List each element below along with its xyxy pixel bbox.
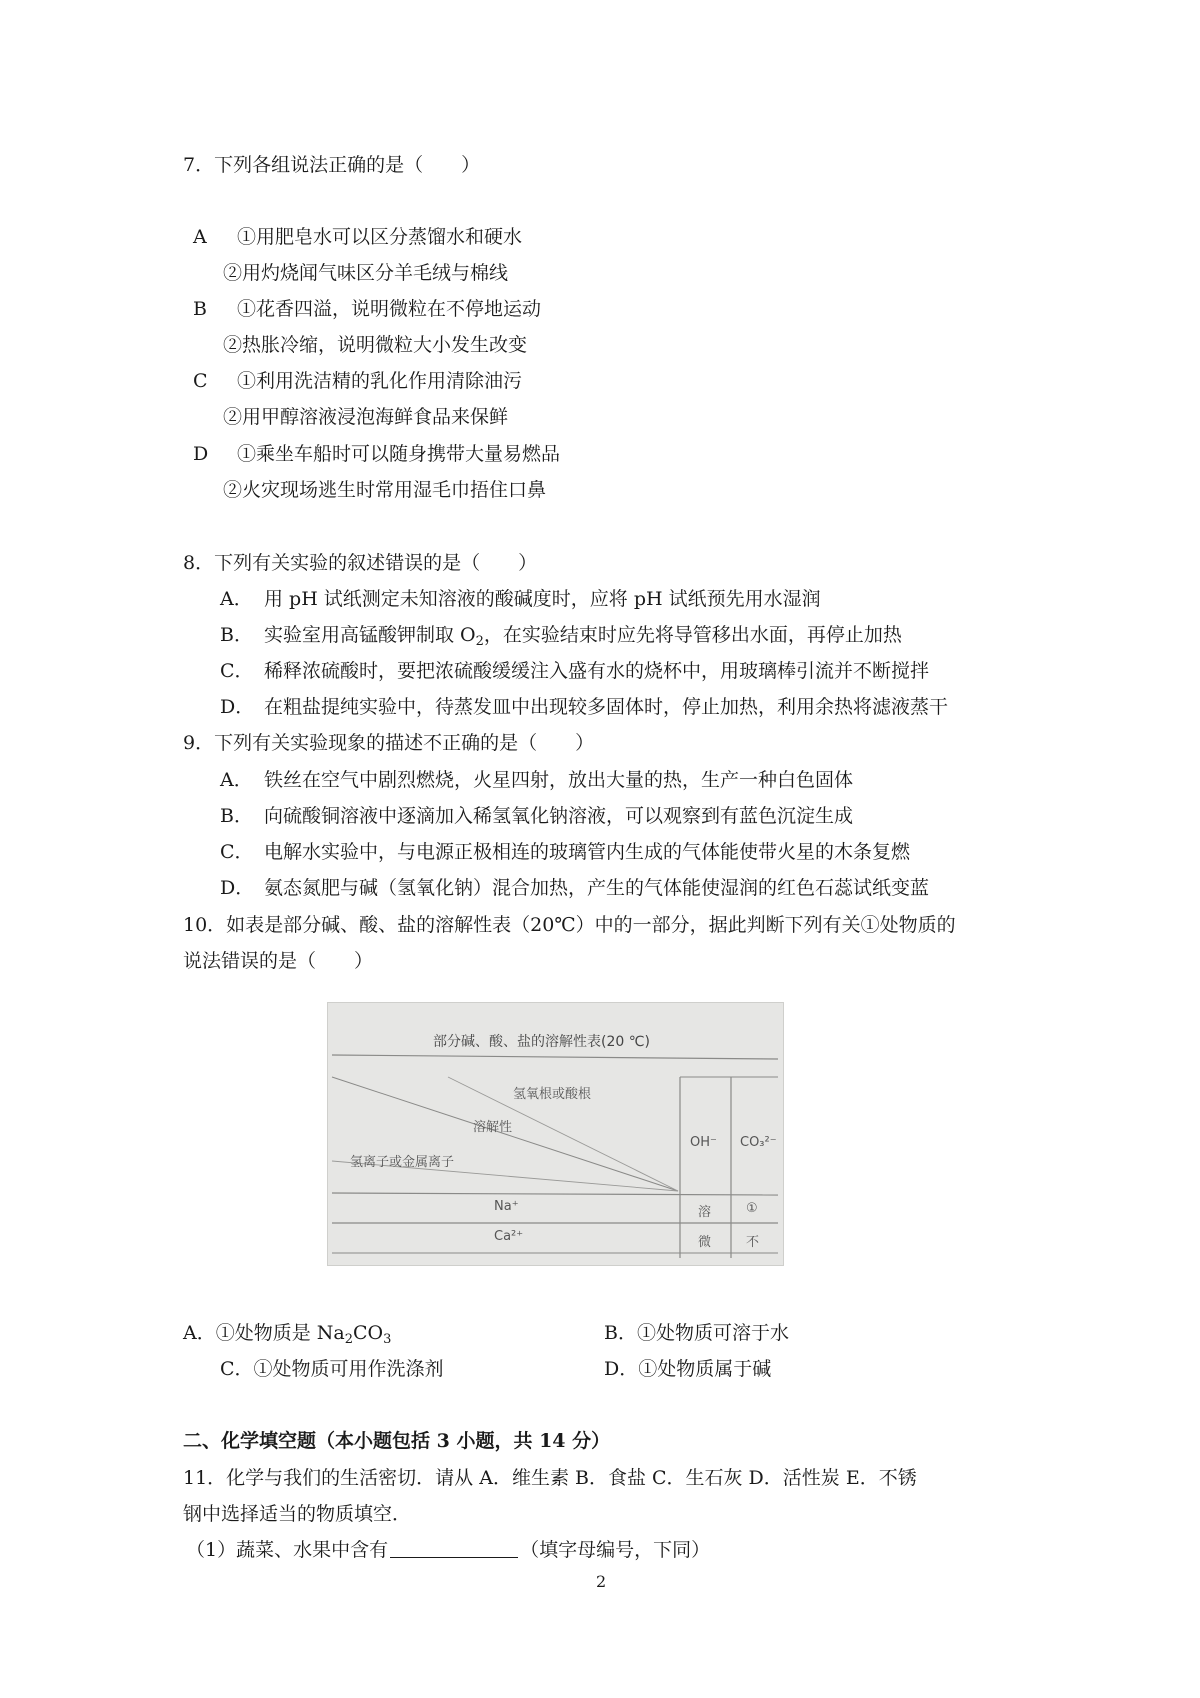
q11-sub1 xyxy=(186,1537,710,1563)
section2-heading: 二、化学填空题（本小题包括 3 小题，共 14 分） xyxy=(183,1430,611,1452)
q9-option-c xyxy=(220,839,910,865)
q7-option-a-text1: ①用肥皂水可以区分蒸馏水和硬水 xyxy=(237,226,523,248)
table-row-ca: Ca²⁺ xyxy=(494,1229,524,1244)
q7-option-d-line1 xyxy=(193,441,560,467)
q7-option-c-line1 xyxy=(193,368,522,394)
q7-option-a-letter: A xyxy=(193,226,207,248)
q9-option-a-label: A． xyxy=(220,769,253,791)
q9-option-d-text: 氨态氮肥与碱（氢氧化钠）混合加热，产生的气体能使湿润的红色石蕊试纸变蓝 xyxy=(264,877,930,899)
q10-option-b: B．①处物质可溶于水 xyxy=(604,1322,789,1344)
q8-option-b-label: B． xyxy=(220,624,253,646)
q11-sub1-pre: （1）蔬菜、水果中含有 xyxy=(186,1539,389,1561)
q9-option-c-text: 电解水实验中，与电源正极相连的玻璃管内生成的气体能使带火星的木条复燃 xyxy=(264,841,911,863)
q7-option-b-text1: ①花香四溢，说明微粒在不停地运动 xyxy=(237,298,542,320)
q9-stem: 9．下列有关实验现象的描述不正确的是（ ） xyxy=(183,732,595,754)
answer-blank[interactable] xyxy=(390,1538,518,1558)
q8-option-b xyxy=(220,622,902,655)
q8-option-b-text-pre: 实验室用高锰酸钾制取 O xyxy=(264,624,476,646)
q8-option-d-label: D． xyxy=(220,696,255,718)
q9-option-b xyxy=(220,803,853,829)
solubility-table-image xyxy=(327,1002,784,1266)
q8-stem: 8．下列有关实验的叙述错误的是（ ） xyxy=(183,552,538,574)
q7-option-b-letter: B xyxy=(193,298,207,320)
q10-stem-line2: 说法错误的是（ ） xyxy=(183,950,374,972)
q10-stem-line1: 10．如表是部分碱、酸、盐的溶解性表（20℃）中的一部分，据此判断下列有关①处物质的 xyxy=(183,914,956,936)
q8-option-d-text: 在粗盐提纯实验中，待蒸发皿中出现较多固体时，停止加热，利用余热将滤液蒸干 xyxy=(264,696,949,718)
q11-line2: 钢中选择适当的物质填空． xyxy=(183,1503,412,1525)
q9-option-b-label: B． xyxy=(220,805,253,827)
q7-stem: 7．下列各组说法正确的是（ ） xyxy=(183,154,481,176)
table-cell-ca-co3: 不 xyxy=(746,1235,760,1250)
q9-option-a-text: 铁丝在空气中剧烈燃烧，火星四射，放出大量的热，生产一种白色固体 xyxy=(264,769,854,791)
table-col-oh: OH⁻ xyxy=(690,1135,717,1150)
q8-option-a-label: A． xyxy=(220,588,253,610)
q8-option-c-text: 稀释浓硫酸时，要把浓硫酸缓缓注入盛有水的烧杯中，用玻璃棒引流并不断搅拌 xyxy=(264,660,930,682)
q9-option-b-text: 向硫酸铜溶液中逐滴加入稀氢氧化钠溶液，可以观察到有蓝色沉淀生成 xyxy=(264,805,854,827)
q10-option-a xyxy=(183,1320,391,1353)
table-header-anion: 氢氧根或酸根 xyxy=(513,1087,592,1102)
table-col-co3: CO₃²⁻ xyxy=(740,1135,777,1150)
q7-option-c-letter: C xyxy=(193,370,208,392)
table-cell-na-co3: ① xyxy=(746,1201,758,1216)
q7-option-d-line2: ②火灾现场逃生时常用湿毛巾捂住口鼻 xyxy=(223,479,547,501)
q10-option-c: C．①处物质可用作洗涤剂 xyxy=(220,1358,444,1380)
q11-line1: 11．化学与我们的生活密切．请从 A．维生素 B．食盐 C．生石灰 D．活性炭 E．不锈 xyxy=(183,1467,917,1489)
q10-option-d: D．①处物质属于碱 xyxy=(604,1358,772,1380)
q7-option-d-text1: ①乘坐车船时可以随身携带大量易燃品 xyxy=(237,443,561,465)
q8-option-b-subscript: 2 xyxy=(475,634,484,649)
q7-option-b-line1 xyxy=(193,296,541,322)
table-cell-na-oh: 溶 xyxy=(698,1205,712,1220)
q9-option-c-label: C． xyxy=(220,841,254,863)
q8-option-c xyxy=(220,658,929,684)
q10-option-a-sub1: 2 xyxy=(344,1332,353,1347)
q7-option-a-line1 xyxy=(193,224,522,250)
q10-option-a-mid: CO xyxy=(353,1322,384,1344)
q8-option-d xyxy=(220,694,948,720)
page-number: 2 xyxy=(596,1572,607,1591)
q8-option-b-text-post: ，在实验结束时应先将导管移出水面，再停止加热 xyxy=(483,624,902,646)
table-header-solubility: 溶解性 xyxy=(473,1120,513,1135)
q9-option-a xyxy=(220,767,853,793)
table-cell-ca-oh: 微 xyxy=(698,1235,712,1250)
q9-option-d xyxy=(220,875,929,901)
q10-option-a-pre: A．①处物质是 Na xyxy=(183,1322,345,1344)
q8-option-a-text: 用 pH 试纸测定未知溶液的酸碱度时，应将 pH 试纸预先用水湿润 xyxy=(264,588,821,610)
q8-option-c-label: C． xyxy=(220,660,254,682)
q7-option-a-line2: ②用灼烧闻气味区分羊毛绒与棉线 xyxy=(223,262,509,284)
table-header-cation: 氢离子或金属离子 xyxy=(350,1155,455,1170)
table-title: 部分碱、酸、盐的溶解性表(20 ℃) xyxy=(433,1034,650,1050)
q10-option-a-sub2: 3 xyxy=(383,1332,392,1347)
q7-option-c-text1: ①利用洗洁精的乳化作用清除油污 xyxy=(237,370,523,392)
q8-option-a xyxy=(220,586,821,612)
table-row-na: Na⁺ xyxy=(494,1199,519,1214)
q7-option-d-letter: D xyxy=(193,443,209,465)
q7-option-c-line2: ②用甲醇溶液浸泡海鲜食品来保鲜 xyxy=(223,406,509,428)
q7-option-b-line2: ②热胀冷缩，说明微粒大小发生改变 xyxy=(223,334,528,356)
q9-option-d-label: D． xyxy=(220,877,255,899)
q11-sub1-post: （填字母编号，下同） xyxy=(520,1539,711,1561)
